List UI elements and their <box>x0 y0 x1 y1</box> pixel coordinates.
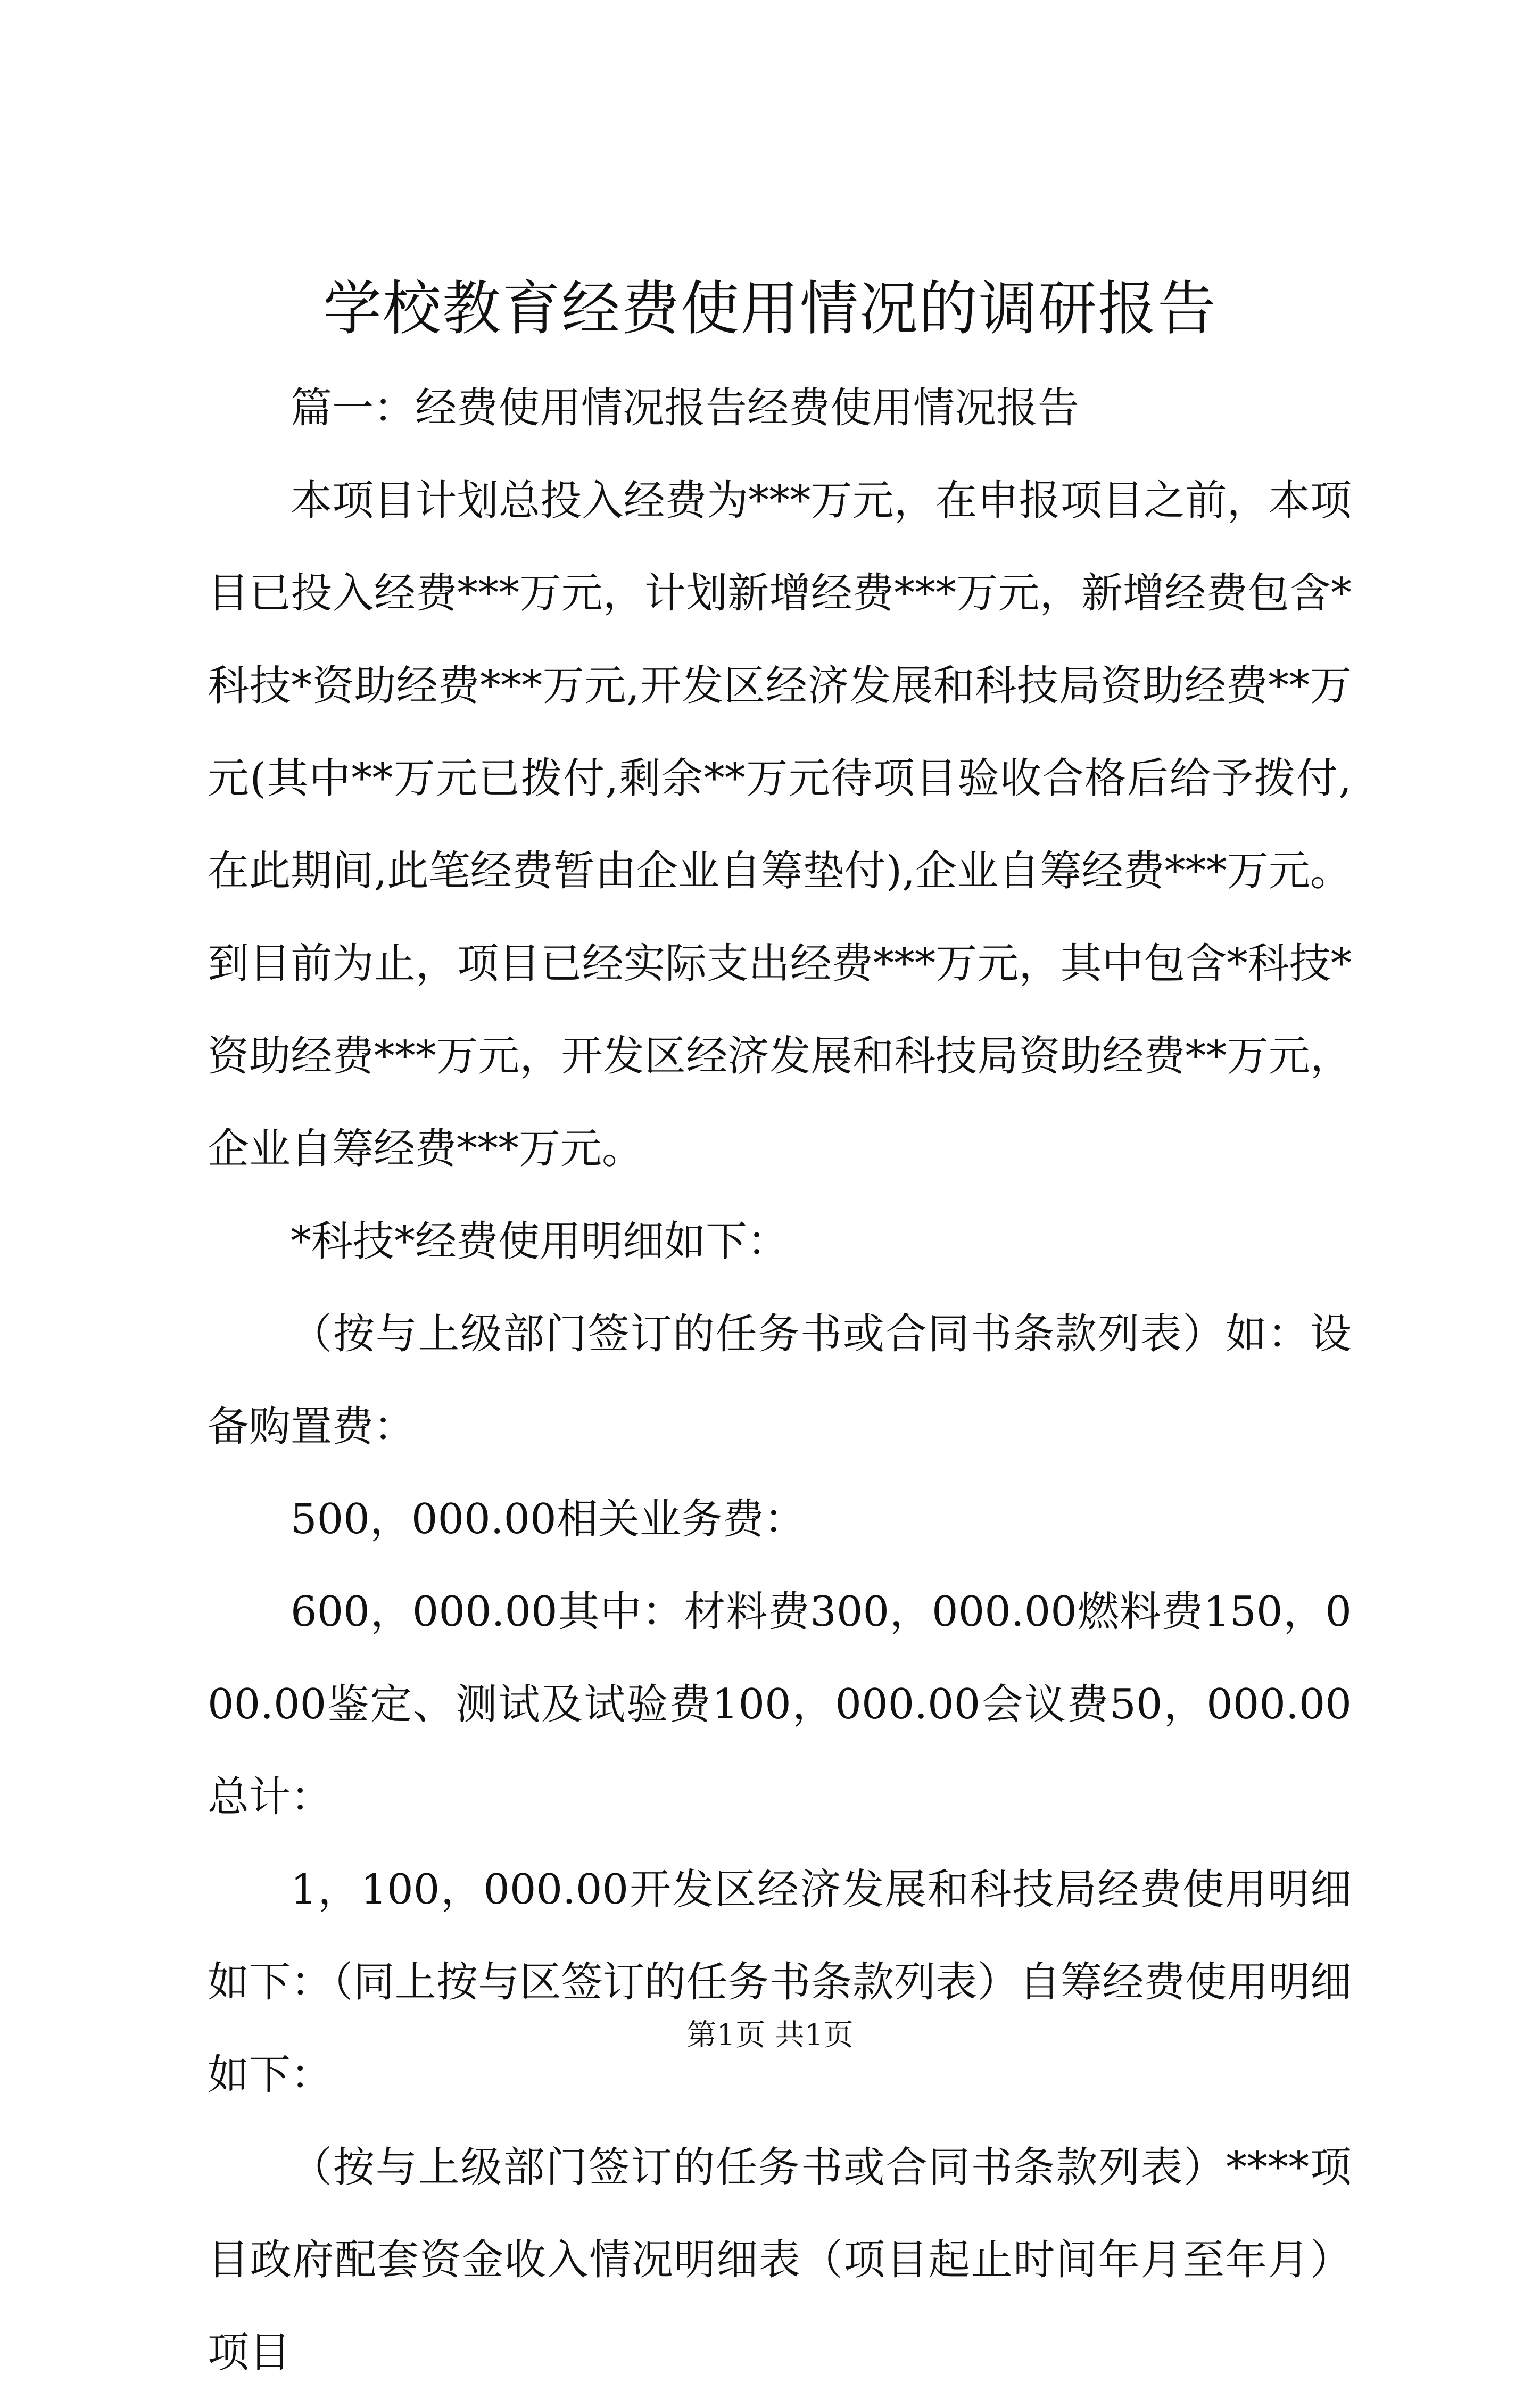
paragraph-tech-detail-heading: *科技*经费使用明细如下： <box>291 1218 789 1265</box>
paragraph-section-heading: 篇一：经费使用情况报告经费使用情况报告 <box>291 384 1080 432</box>
document-body <box>208 362 1352 2399</box>
paragraph-matching-funds: （按与上级部门签订的任务书或合同书条款列表）****项目政府配套资金收入情况明细表（项目起止时间年月至年月）项目 <box>208 2144 1352 2377</box>
paragraph-business-fee: 500，000.00相关业务费： <box>291 1495 806 1543</box>
document-title: 学校教育经费使用情况的调研报告 <box>323 275 1217 343</box>
paragraph-funding-summary: 本项目计划总投入经费为***万元，在申报项目之前，本项目已投入经费***万元，计划新增经费***万元，新增经费包含*科技*资助经费***万元,开发区经济发展和科技局资助经费**万元(其中**万元已拨付,剩余**万元待项目验收合格后给予拨付,在此期间,此笔经费暂由企业自筹垫付),企业自筹经费***万元。到目前为止，项目已经实际支出经费***万元，其中包含*科技*资助经费***万元，开发区经济发展和科技局资助经费**万元，企业自筹经费***万元。 <box>208 477 1352 1173</box>
page-footer: 第1页 共1页 <box>686 2018 854 2053</box>
paragraph-fee-breakdown: 600，000.00其中：材料费300，000.00燃料费150，000.00鉴定、测试及试验费100，000.00会议费50，000.00总计： <box>208 1588 1352 1821</box>
paragraph-equipment-fee: （按与上级部门签订的任务书或合同书条款列表）如：设备购置费： <box>208 1310 1352 1451</box>
paragraph-total: 1，100，000.00开发区经济发展和科技局经费使用明细如下：（同上按与区签订的任务书条款列表）自筹经费使用明细如下： <box>208 1866 1352 2099</box>
